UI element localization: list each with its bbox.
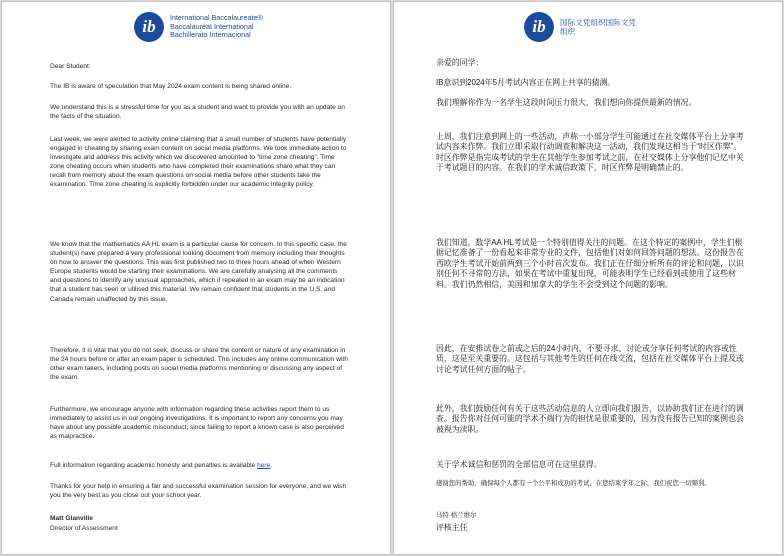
signature-name: Matt Glanville	[50, 515, 93, 522]
paragraph: Last week, we were alerted to activity online claiming that a small number of students have potentially engaged in cheating by sharing exam content on social media platforms. We took immediate action to investigate and address this activity which we discovered amounted to "time zone cheating". Time zone cheating occurs when students who have completed their examinations share what they can recall from memory about the exam questions on social media before other students take the examination. Time zone cheating is explicitly forbidden under our academic integrity policy.	[50, 136, 347, 189]
signature-name: 马特·格兰维尔	[436, 512, 477, 519]
org-name-line: 国际文凭组织国际文凭	[560, 17, 636, 27]
paragraph: IB意识到2024年5月考试内容正在网上共享的猜测。	[436, 78, 616, 87]
org-name-line: International Baccalaureate®	[170, 13, 263, 23]
letter-page-chinese	[394, 2, 782, 554]
org-name-line: Baccalauréat International	[170, 21, 254, 31]
paragraph: Furthermore, we encourage anyone with information regarding these activities report them to us immediately to assist us in our ongoing investigations. It is important to report any concerns you may have about any possible academic misconduct, since failing to report a known case is also perceived as malpractice.	[50, 406, 344, 441]
paragraph: 我们知道，数学AA HL考试是一个特别值得关注的问题。在这个特定的案例中，学生们根据记忆准备了一份看起来非常专业的文件，包括他们对如何回答问题的想法。这份报告在西欧学生考试开始前两到三个小时首次发布。我们正在仔细分析所有的评论和问题，以识别任何不寻常的方法，如果在考试中重复出现，可能表明学生已经看到或使用了这些材料。我们仍然相信，美国和加拿大的学生不会受到这个问题的影响。	[436, 238, 744, 289]
paragraph: 我们理解你作为一名学生这段时间压力很大，我们想向你提供最新的情况。	[436, 98, 697, 107]
signature-title: 评核主任	[436, 523, 468, 532]
paragraph: Thanks for your help in ensuring a fair and successful examination session for everyone, and we wish you the very best as you close out your school year.	[50, 483, 347, 500]
paragraph: Therefore, it is vital that you do not seek, discuss or share the content or nature of any examination in the 24 hours before or after an exam paper is scheduled. This includes any online communication with other exam takers, including posts on social media platforms mentioning or discussing any aspect of the exam.	[50, 347, 348, 382]
letter-page-english	[2, 2, 390, 554]
org-name-line: 组织	[560, 27, 576, 36]
paragraph: 感谢您的帮助，确保每个人都有一个公平和成功的考试，在您结束学年之际，我们祝您一切顺利。	[436, 480, 711, 487]
ib-logo	[524, 12, 636, 42]
ib-organization-name	[560, 18, 636, 37]
ib-logo-mark: ib	[524, 12, 554, 42]
paragraph: 关于学术诚信和惩罚的全部信息可在这里获得。	[436, 460, 602, 469]
paragraph: 因此，在安排试卷之前或之后的24小时内，不要寻求、讨论或分享任何考试的内容或性质，这是至关重要的。这包括与其他考生的任何在线交流，包括在社交媒体平台上提及或讨论考试任何方面的帖子。	[436, 344, 744, 374]
paragraph: 此外，我们鼓励任何有关于这些活动信息的人立即向我们报告，以协助我们正在进行的调查。报告你对任何可能的学术不端行为的担忧是很重要的，因为没有报告已知的案例也会被视为渎职。	[436, 404, 744, 434]
salutation: Dear Student:	[50, 63, 91, 70]
paragraph: We understand this is a stressful time for you as a student and want to provide you with an update on the facts of the situation.	[50, 104, 345, 121]
paragraph: The IB is aware of speculation that May 2024 exam content is being shared online.	[50, 83, 292, 90]
ib-logo	[134, 12, 263, 42]
ib-organization-name	[170, 14, 263, 40]
org-name-line: Bachillerato Internacional	[170, 30, 251, 40]
salutation: 亲爱的同学：	[436, 58, 484, 67]
paragraph: Full information regarding academic honesty and penalties is available here.	[50, 462, 273, 469]
ib-logo-mark: ib	[134, 12, 164, 42]
paragraph: We know that the mathematics AA HL exam is a particular cause for concern. In this specific case, the student(s) have prepared a very professional looking document from memory including their thoughts on how to answer the questions. This was first published two to three hours ahead of when Western Europe students would be starting their examinations. We are carefully analysing all the comments and questions to identify any unusual approaches, which if repeated in an exam may be an indication that a student has seen or utilised this material. We remain confident that students in the U.S. and Canada remain unaffected by this issue.	[50, 241, 347, 303]
honesty-policy-link[interactable]: here	[257, 462, 271, 469]
paragraph: 上周，我们注意到网上的一些活动，声称一小部分学生可能通过在社交媒体平台上分享考试内容来作弊。我们立即采取行动调查和解决这一活动，我们发现这相当于“时区作弊”。时区作弊是指完成考试的学生在其他学生参加考试之前，在社交媒体上分享他们记忆中关于考试题目的内容。在我们的学术诚信政策下，时区作弊是明确禁止的。	[436, 132, 744, 173]
signature-title: Director of Assessment	[50, 525, 118, 532]
